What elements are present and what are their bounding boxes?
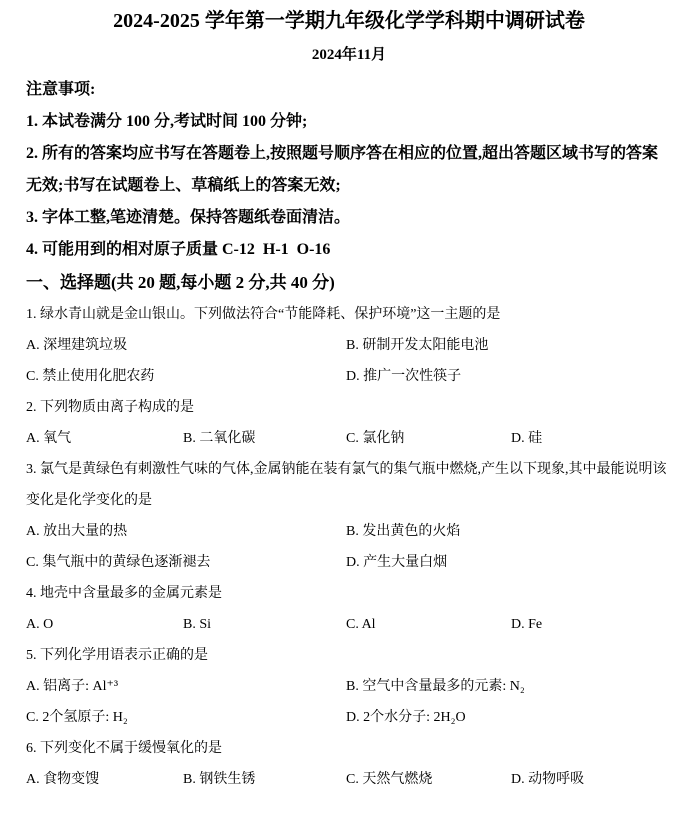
- question-4: [26, 578, 672, 640]
- question-1-option-b: B. 研制开发太阳能电池: [346, 338, 489, 353]
- notices-heading: 注意事项:: [26, 81, 96, 98]
- question-2-option-a: A. 氧气: [26, 431, 72, 446]
- question-3: [26, 454, 672, 578]
- question-3-option-d: D. 产生大量白烟: [346, 555, 448, 570]
- notices-section: [26, 74, 672, 266]
- question-2-option-b: B. 二氧化碳: [183, 431, 256, 446]
- question-5-options-row-1: [26, 671, 672, 702]
- question-2-options-row: [26, 423, 672, 454]
- question-4-option-d: D. Fe: [511, 617, 543, 632]
- question-3-option-a: A. 放出大量的热: [26, 524, 128, 539]
- question-3-options-row-1: [26, 516, 672, 547]
- notice-item-4: 4. 可能用到的相对原子质量 C-12 H-1 O-16: [26, 241, 331, 258]
- question-1-stem: 1. 绿水青山就是金山银山。下列做法符合“节能降耗、保护环境”这一主题的是: [26, 307, 501, 322]
- question-6-option-a: A. 食物变馊: [26, 772, 100, 787]
- question-5-option-c: C. 2个氢原子: H₂: [26, 710, 128, 725]
- question-6: [26, 733, 672, 795]
- notice-item-2: 2. 所有的答案均应书写在答题卷上,按照题号顺序答在相应的位置,超出答题区域书写的答案无效;书写在试题卷上、草稿纸上的答案无效;: [26, 145, 659, 194]
- question-4-options-row: [26, 609, 672, 640]
- question-3-stem: 3. 氯气是黄绿色有刺激性气味的气体,金属钠能在装有氯气的集气瓶中燃烧,产生以下现象,其中最能说明该变化是化学变化的是: [26, 462, 667, 508]
- notice-item-3: 3. 字体工整,笔迹清楚。保持答题纸卷面清洁。: [26, 209, 351, 226]
- question-5-options-row-2: [26, 702, 672, 733]
- question-3-option-c: C. 集气瓶中的黄绿色逐渐褪去: [26, 555, 211, 570]
- question-1-option-a: A. 深埋建筑垃圾: [26, 338, 128, 353]
- question-3-option-b: B. 发出黄色的火焰: [346, 524, 461, 539]
- question-2-option-d: D. 硅: [511, 431, 543, 446]
- question-1-option-c: C. 禁止使用化肥农药: [26, 369, 155, 384]
- question-5-option-a: A. 铝离子: Al⁺³: [26, 679, 119, 694]
- question-6-option-c: C. 天然气燃烧: [346, 772, 433, 787]
- question-1: [26, 299, 672, 392]
- question-5-stem: 5. 下列化学用语表示正确的是: [26, 648, 208, 663]
- question-1-option-d: D. 推广一次性筷子: [346, 369, 462, 384]
- question-5-option-b: B. 空气中含量最多的元素: N₂: [346, 679, 525, 694]
- question-4-option-a: A. O: [26, 617, 54, 632]
- question-2-option-c: C. 氯化钠: [346, 431, 405, 446]
- notice-item-1: 1. 本试卷满分 100 分,考试时间 100 分钟;: [26, 113, 308, 130]
- question-1-options-row-2: [26, 361, 672, 392]
- question-2: [26, 392, 672, 454]
- question-6-option-b: B. 钢铁生锈: [183, 772, 256, 787]
- question-6-stem: 6. 下列变化不属于缓慢氧化的是: [26, 741, 222, 756]
- page-title: 2024-2025 学年第一学期九年级化学学科期中调研试卷: [113, 10, 585, 32]
- question-5-option-d: D. 2个水分子: 2H₂O: [346, 710, 466, 725]
- question-4-option-c: C. Al: [346, 617, 376, 632]
- question-5: [26, 640, 672, 733]
- question-6-option-d: D. 动物呼吸: [511, 772, 585, 787]
- question-4-stem: 4. 地壳中含量最多的金属元素是: [26, 586, 222, 601]
- question-1-options-row-1: [26, 330, 672, 361]
- section-one-heading: 一、选择题(共 20 题,每小题 2 分,共 40 分): [26, 273, 335, 292]
- question-6-options-row: [26, 764, 672, 795]
- question-4-option-b: B. Si: [183, 617, 212, 632]
- exam-date: 2024年11月: [311, 47, 387, 63]
- question-2-stem: 2. 下列物质由离子构成的是: [26, 400, 194, 415]
- question-3-options-row-2: [26, 547, 672, 578]
